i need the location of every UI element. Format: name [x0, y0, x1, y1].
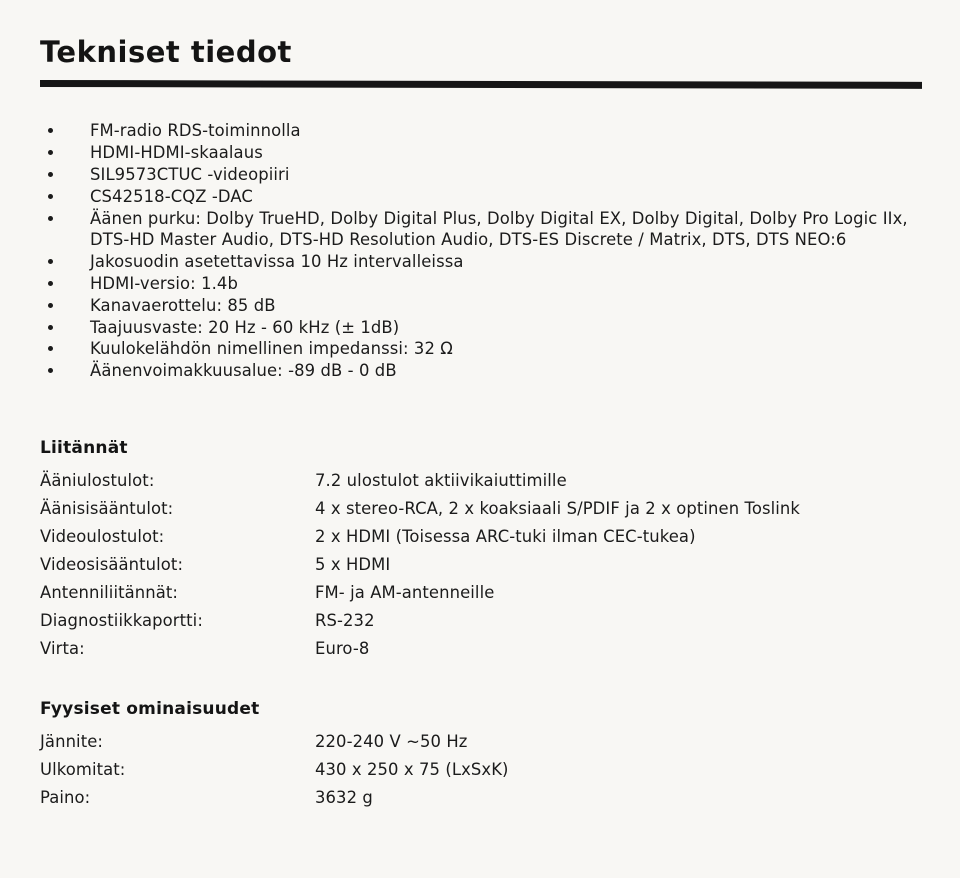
spec-label: Äänisisääntulot:	[40, 498, 174, 518]
spec-value: 4 x stereo-RCA, 2 x koaksiaali S/PDIF ja 2 x optinen Toslink	[315, 498, 800, 518]
spec-row	[40, 728, 922, 756]
spec-value: 3632 g	[315, 787, 373, 807]
spec-value: 5 x HDMI	[315, 554, 391, 574]
feature-bullet-list	[40, 120, 922, 382]
section-connections	[40, 438, 922, 663]
spec-value: 220-240 V ~50 Hz	[315, 731, 468, 751]
spec-row	[40, 579, 922, 607]
feature-item: HDMI-versio: 1.4b	[40, 273, 922, 295]
spec-row	[40, 607, 922, 635]
spec-row	[40, 551, 922, 579]
title-rule-divider	[40, 80, 922, 89]
spec-row	[40, 756, 922, 784]
spec-label: Videosisääntulot:	[40, 554, 184, 574]
spec-row	[40, 467, 922, 495]
feature-item: Kuulokelähdön nimellinen impedanssi: 32 Ω	[40, 338, 922, 360]
spec-row	[40, 523, 922, 551]
section-heading: Fyysiset ominaisuudet	[40, 698, 260, 719]
section-physical-properties	[40, 699, 922, 812]
spec-row	[40, 784, 922, 812]
spec-label: Antenniliitännät:	[40, 582, 179, 602]
spec-label: Paino:	[40, 787, 91, 807]
spec-label: Ulkomitat:	[40, 759, 126, 779]
spec-value: 2 x HDMI (Toisessa ARC-tuki ilman CEC-tukea)	[315, 526, 696, 546]
feature-item: Kanavaerottelu: 85 dB	[40, 295, 922, 317]
feature-item: Taajuusvaste: 20 Hz - 60 kHz (± 1dB)	[40, 317, 922, 339]
feature-item: Jakosuodin asetettavissa 10 Hz intervalleissa	[40, 251, 922, 273]
feature-item: Äänen purku: Dolby TrueHD, Dolby Digital Plus, Dolby Digital EX, Dolby Digital, Dolby Pro Logic IIx, DTS-HD Master Audio, DTS-HD Resolution Audio, DTS-ES Discrete / Matrix, DTS, DTS NEO:6	[40, 208, 922, 252]
spec-value: RS-232	[315, 610, 375, 630]
feature-item: SIL9573CTUC -videopiiri	[40, 164, 922, 186]
spec-value: 430 x 250 x 75 (LxSxK)	[315, 759, 509, 779]
spec-row	[40, 635, 922, 663]
spec-label: Virta:	[40, 638, 85, 658]
section-heading: Liitännät	[40, 437, 128, 458]
spec-value: FM- ja AM-antenneille	[315, 582, 495, 602]
spec-row	[40, 495, 922, 523]
spec-label: Ääniulostulot:	[40, 470, 155, 490]
spec-label: Videoulostulot:	[40, 526, 165, 546]
spec-label: Diagnostiikkaportti:	[40, 610, 203, 630]
feature-item: FM-radio RDS-toiminnolla	[40, 120, 922, 142]
spec-value: Euro-8	[315, 638, 370, 658]
feature-item: CS42518-CQZ -DAC	[40, 186, 922, 208]
feature-item: HDMI-HDMI-skaalaus	[40, 142, 922, 164]
spec-label: Jännite:	[40, 731, 104, 751]
spec-value: 7.2 ulostulot aktiivikaiuttimille	[315, 470, 567, 490]
feature-item: Äänenvoimakkuusalue: -89 dB - 0 dB	[40, 360, 922, 382]
page-title: Tekniset tiedot	[40, 35, 292, 69]
